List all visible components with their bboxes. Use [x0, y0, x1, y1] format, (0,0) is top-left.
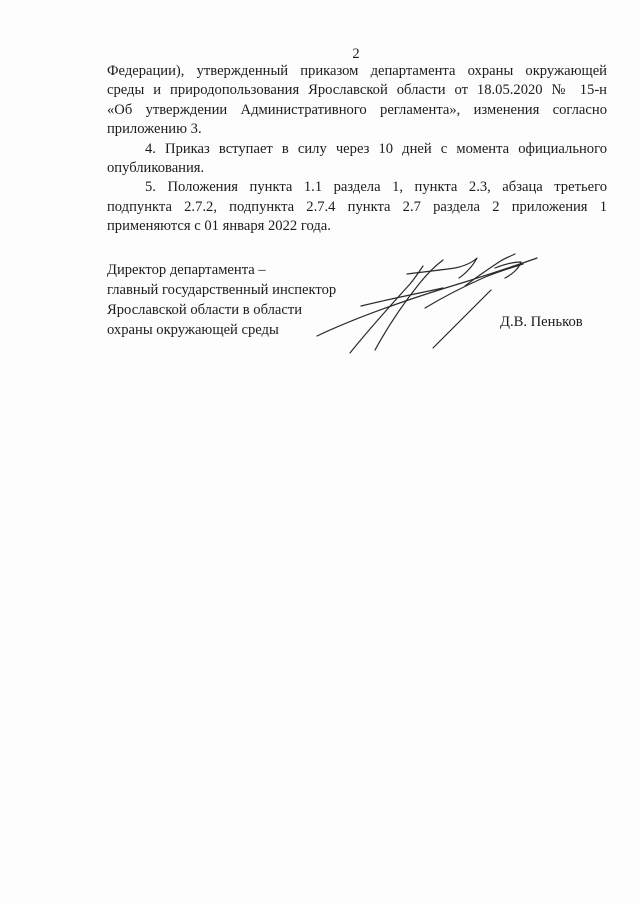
text-line: 4. Приказ вступает в силу через 10 дней с момента официального [145, 140, 607, 157]
text-line: опубликования. [107, 160, 205, 177]
signatory-title [107, 260, 336, 340]
signatory-title-line: Ярославской области в области [107, 302, 303, 318]
text-line: подпункта 2.7.2, подпункта 2.7.4 пункта 2.7 раздела 2 приложения 1 [107, 198, 607, 215]
signatory-title-line: главный государственный инспектор [107, 282, 337, 298]
text-line: «Об утверждении Административного регламента», изменения согласно [107, 101, 607, 118]
text-line: приложению 3. [107, 121, 202, 138]
signatory-title-line: охраны окружающей среды [107, 322, 279, 338]
text-line: Федерации), утвержденный приказом департамента охраны окружающей [107, 63, 607, 79]
paragraph-item-5 [107, 178, 607, 236]
signer-name: Д.В. Пеньков [500, 314, 583, 330]
text-line: 5. Положения пункта 1.1 раздела 1, пункта 2.3, абзаца третьего [145, 179, 607, 196]
handwritten-signature [315, 248, 545, 358]
document-body [107, 62, 607, 237]
text-line: применяются с 01 января 2022 года. [107, 218, 331, 235]
text-line: среды и природопользования Ярославской области от 18.05.2020 № 15-н [107, 82, 607, 99]
paragraph-regulation-continuation [107, 62, 607, 140]
page-number: 2 [352, 46, 360, 62]
signatory-title-line: Директор департамента – [107, 262, 266, 278]
paragraph-item-4 [107, 140, 607, 179]
